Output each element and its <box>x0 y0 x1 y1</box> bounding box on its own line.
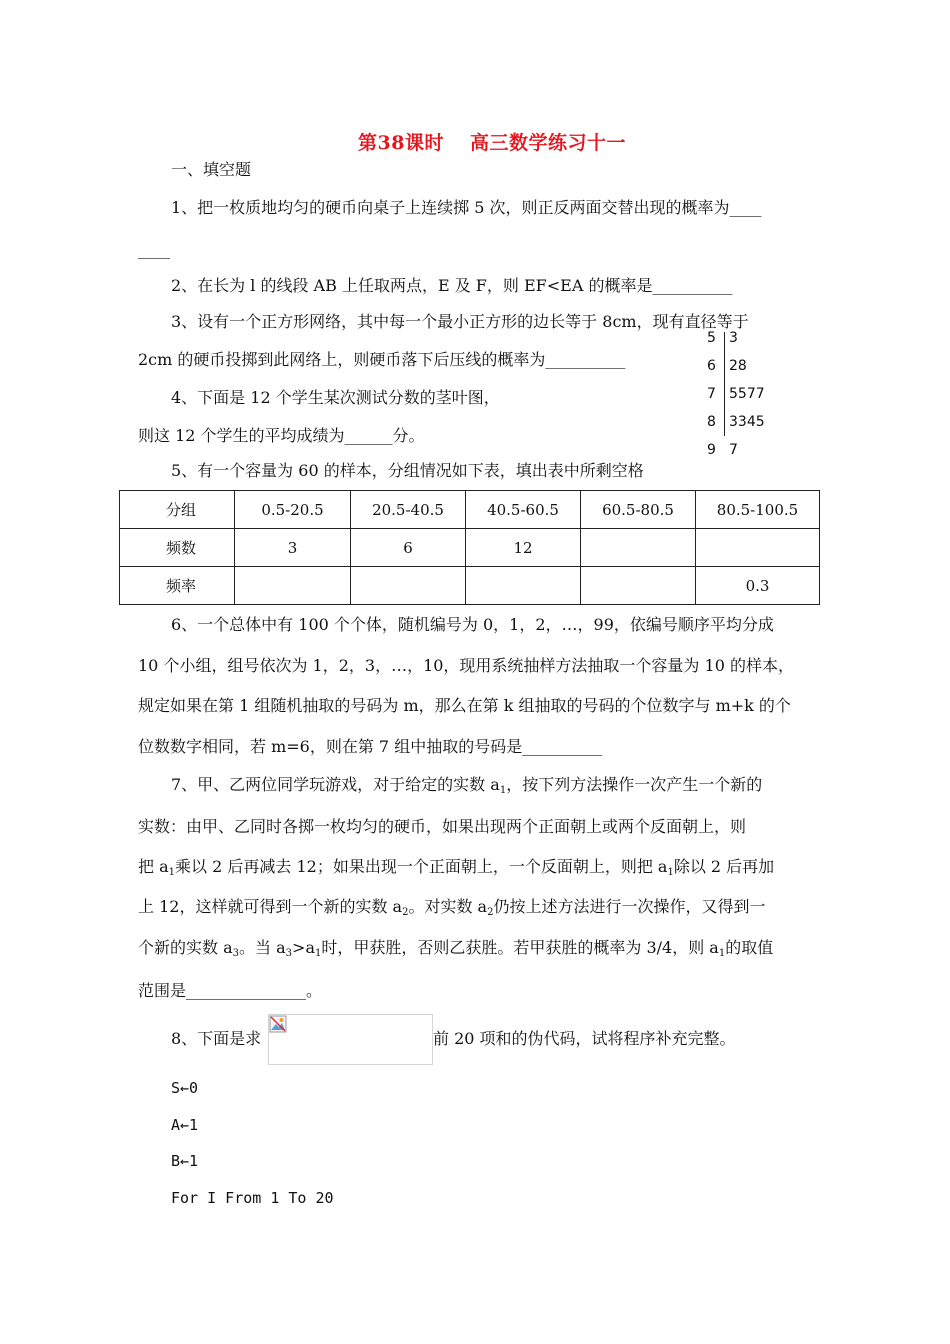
subscript: 2 <box>402 907 409 918</box>
formula-image-placeholder <box>268 1014 433 1065</box>
frequency-cell: 6 <box>351 529 466 567</box>
question-6-line-2: 10 个小组，组号依次为 1，2，3，…，10，现用系统抽样方法抽取一个容量为 10 的样本， <box>138 656 794 675</box>
question-3-line-2: 2cm 的硬币投掷到此网络上，则硬币落下后压线的概率为__________ <box>138 350 626 369</box>
frequency-table <box>119 490 820 605</box>
question-4-line-1: 4、下面是 12 个学生某次测试分数的茎叶图， <box>171 388 500 407</box>
question-7-line-1 <box>171 775 762 795</box>
question-7-line-3 <box>138 857 774 877</box>
question-7-line-2: 实数：由甲、乙同时各掷一枚均匀的硬币，如果出现两个正面朝上或两个反面朝上，则 <box>138 817 747 836</box>
text-segment: 除以 2 后再加 <box>673 857 775 876</box>
leaves: 28 <box>729 358 747 374</box>
frequency-cell <box>581 529 696 567</box>
stem: 9 <box>707 442 716 458</box>
row-header-frequency: 频数 <box>120 529 235 567</box>
question-6-line-3: 规定如果在第 1 组随机抽取的号码为 m，那么在第 k 组抽取的号码的个位数字与 m+k 的个 <box>138 696 791 715</box>
text-segment: 。对实数 a <box>408 897 488 916</box>
code-line: S←0 <box>171 1079 199 1097</box>
stem: 5 <box>707 330 716 346</box>
question-7-line-6: 范围是_______________。 <box>138 981 323 1000</box>
subscript: 1 <box>667 867 674 878</box>
question-8-suffix: 前 20 项和的伪代码，试将程序补充完整。 <box>433 1029 736 1048</box>
frequency-cell <box>696 529 820 567</box>
text-segment: 仍按上述方法进行一次操作，又得到一 <box>493 897 766 916</box>
lesson-number: 第38课时 <box>358 132 444 154</box>
subscript: 1 <box>499 785 507 796</box>
rate-cell: 0.3 <box>696 567 820 605</box>
rate-cell <box>581 567 696 605</box>
group-cell: 40.5-60.5 <box>466 491 581 529</box>
question-6-line-4: 位数数字相同，若 m=6，则在第 7 组中抽取的号码是__________ <box>138 737 603 756</box>
leaves: 3345 <box>729 414 765 430</box>
section-heading: 一、填空题 <box>171 160 252 179</box>
subscript: 3 <box>232 948 240 959</box>
question-2: 2、在长为 l 的线段 AB 上任取两点，E 及 F，则 EF<EA 的概率是__________ <box>171 276 733 295</box>
subscript: 2 <box>487 907 494 918</box>
subscript: 3 <box>285 948 293 959</box>
stem: 8 <box>707 414 716 430</box>
question-7-line-4 <box>138 897 765 917</box>
text-segment: 的取值 <box>725 938 774 957</box>
rate-cell <box>351 567 466 605</box>
leaves: 7 <box>729 442 738 458</box>
leaves: 3 <box>729 330 738 346</box>
text-segment: >a <box>292 938 315 957</box>
table-row <box>120 567 820 605</box>
question-1-line-2: ____ <box>138 240 170 259</box>
group-cell: 0.5-20.5 <box>235 491 351 529</box>
question-5: 5、有一个容量为 60 的样本，分组情况如下表，填出表中所剩空格 <box>171 461 644 480</box>
frequency-cell: 3 <box>235 529 351 567</box>
question-8-prefix: 8、下面是求 <box>171 1029 262 1048</box>
worksheet-name: 高三数学练习十一 <box>469 132 626 154</box>
question-1-line-1: 1、把一枚质地均匀的硬币向桌子上连续掷 5 次，则正反两面交替出现的概率为____ <box>171 198 762 217</box>
frequency-cell: 12 <box>466 529 581 567</box>
question-6-line-1: 6、一个总体中有 100 个个体，随机编号为 0，1，2，…，99，依编号顺序平均分成 <box>171 615 774 634</box>
table-row <box>120 491 820 529</box>
code-line: B←1 <box>171 1152 199 1170</box>
table-row <box>120 529 820 567</box>
rate-cell <box>235 567 351 605</box>
broken-image-icon <box>269 1015 287 1033</box>
code-line: For I From 1 To 20 <box>171 1189 334 1207</box>
group-cell: 60.5-80.5 <box>581 491 696 529</box>
page-title <box>358 128 626 155</box>
question-3-line-1: 3、设有一个正方形网络，其中每一个最小正方形的边长等于 8cm，现有直径等于 <box>171 312 749 331</box>
stem: 7 <box>707 386 716 402</box>
subscript: 1 <box>718 948 726 959</box>
subscript: 1 <box>314 948 322 959</box>
text-segment: 乘以 2 后再减去 12；如果出现一个正面朝上，一个反面朝上，则把 a <box>175 857 668 876</box>
code-line: A←1 <box>171 1116 199 1134</box>
subscript: 1 <box>168 867 176 878</box>
question-4-line-2: 则这 12 个学生的平均成绩为______分。 <box>138 426 425 445</box>
text-segment: 7、甲、乙两位同学玩游戏，对于给定的实数 a <box>171 775 500 794</box>
text-segment: 把 a <box>138 857 169 876</box>
row-header-group: 分组 <box>120 491 235 529</box>
text-segment: 个新的实数 a <box>138 938 233 957</box>
row-header-rate: 频率 <box>120 567 235 605</box>
leaves: 5577 <box>729 386 765 402</box>
text-segment: ，按下列方法操作一次产生一个新的 <box>506 775 763 794</box>
group-cell: 80.5-100.5 <box>696 491 820 529</box>
text-segment: 上 12，这样就可得到一个新的实数 a <box>138 897 403 916</box>
text-segment: 。当 a <box>239 938 286 957</box>
group-cell: 20.5-40.5 <box>351 491 466 529</box>
stem-leaf-divider <box>724 332 725 436</box>
stem: 6 <box>707 358 716 374</box>
question-7-line-5 <box>138 938 773 958</box>
rate-cell <box>466 567 581 605</box>
text-segment: 时，甲获胜，否则乙获胜。若甲获胜的概率为 3/4，则 a <box>321 938 719 957</box>
